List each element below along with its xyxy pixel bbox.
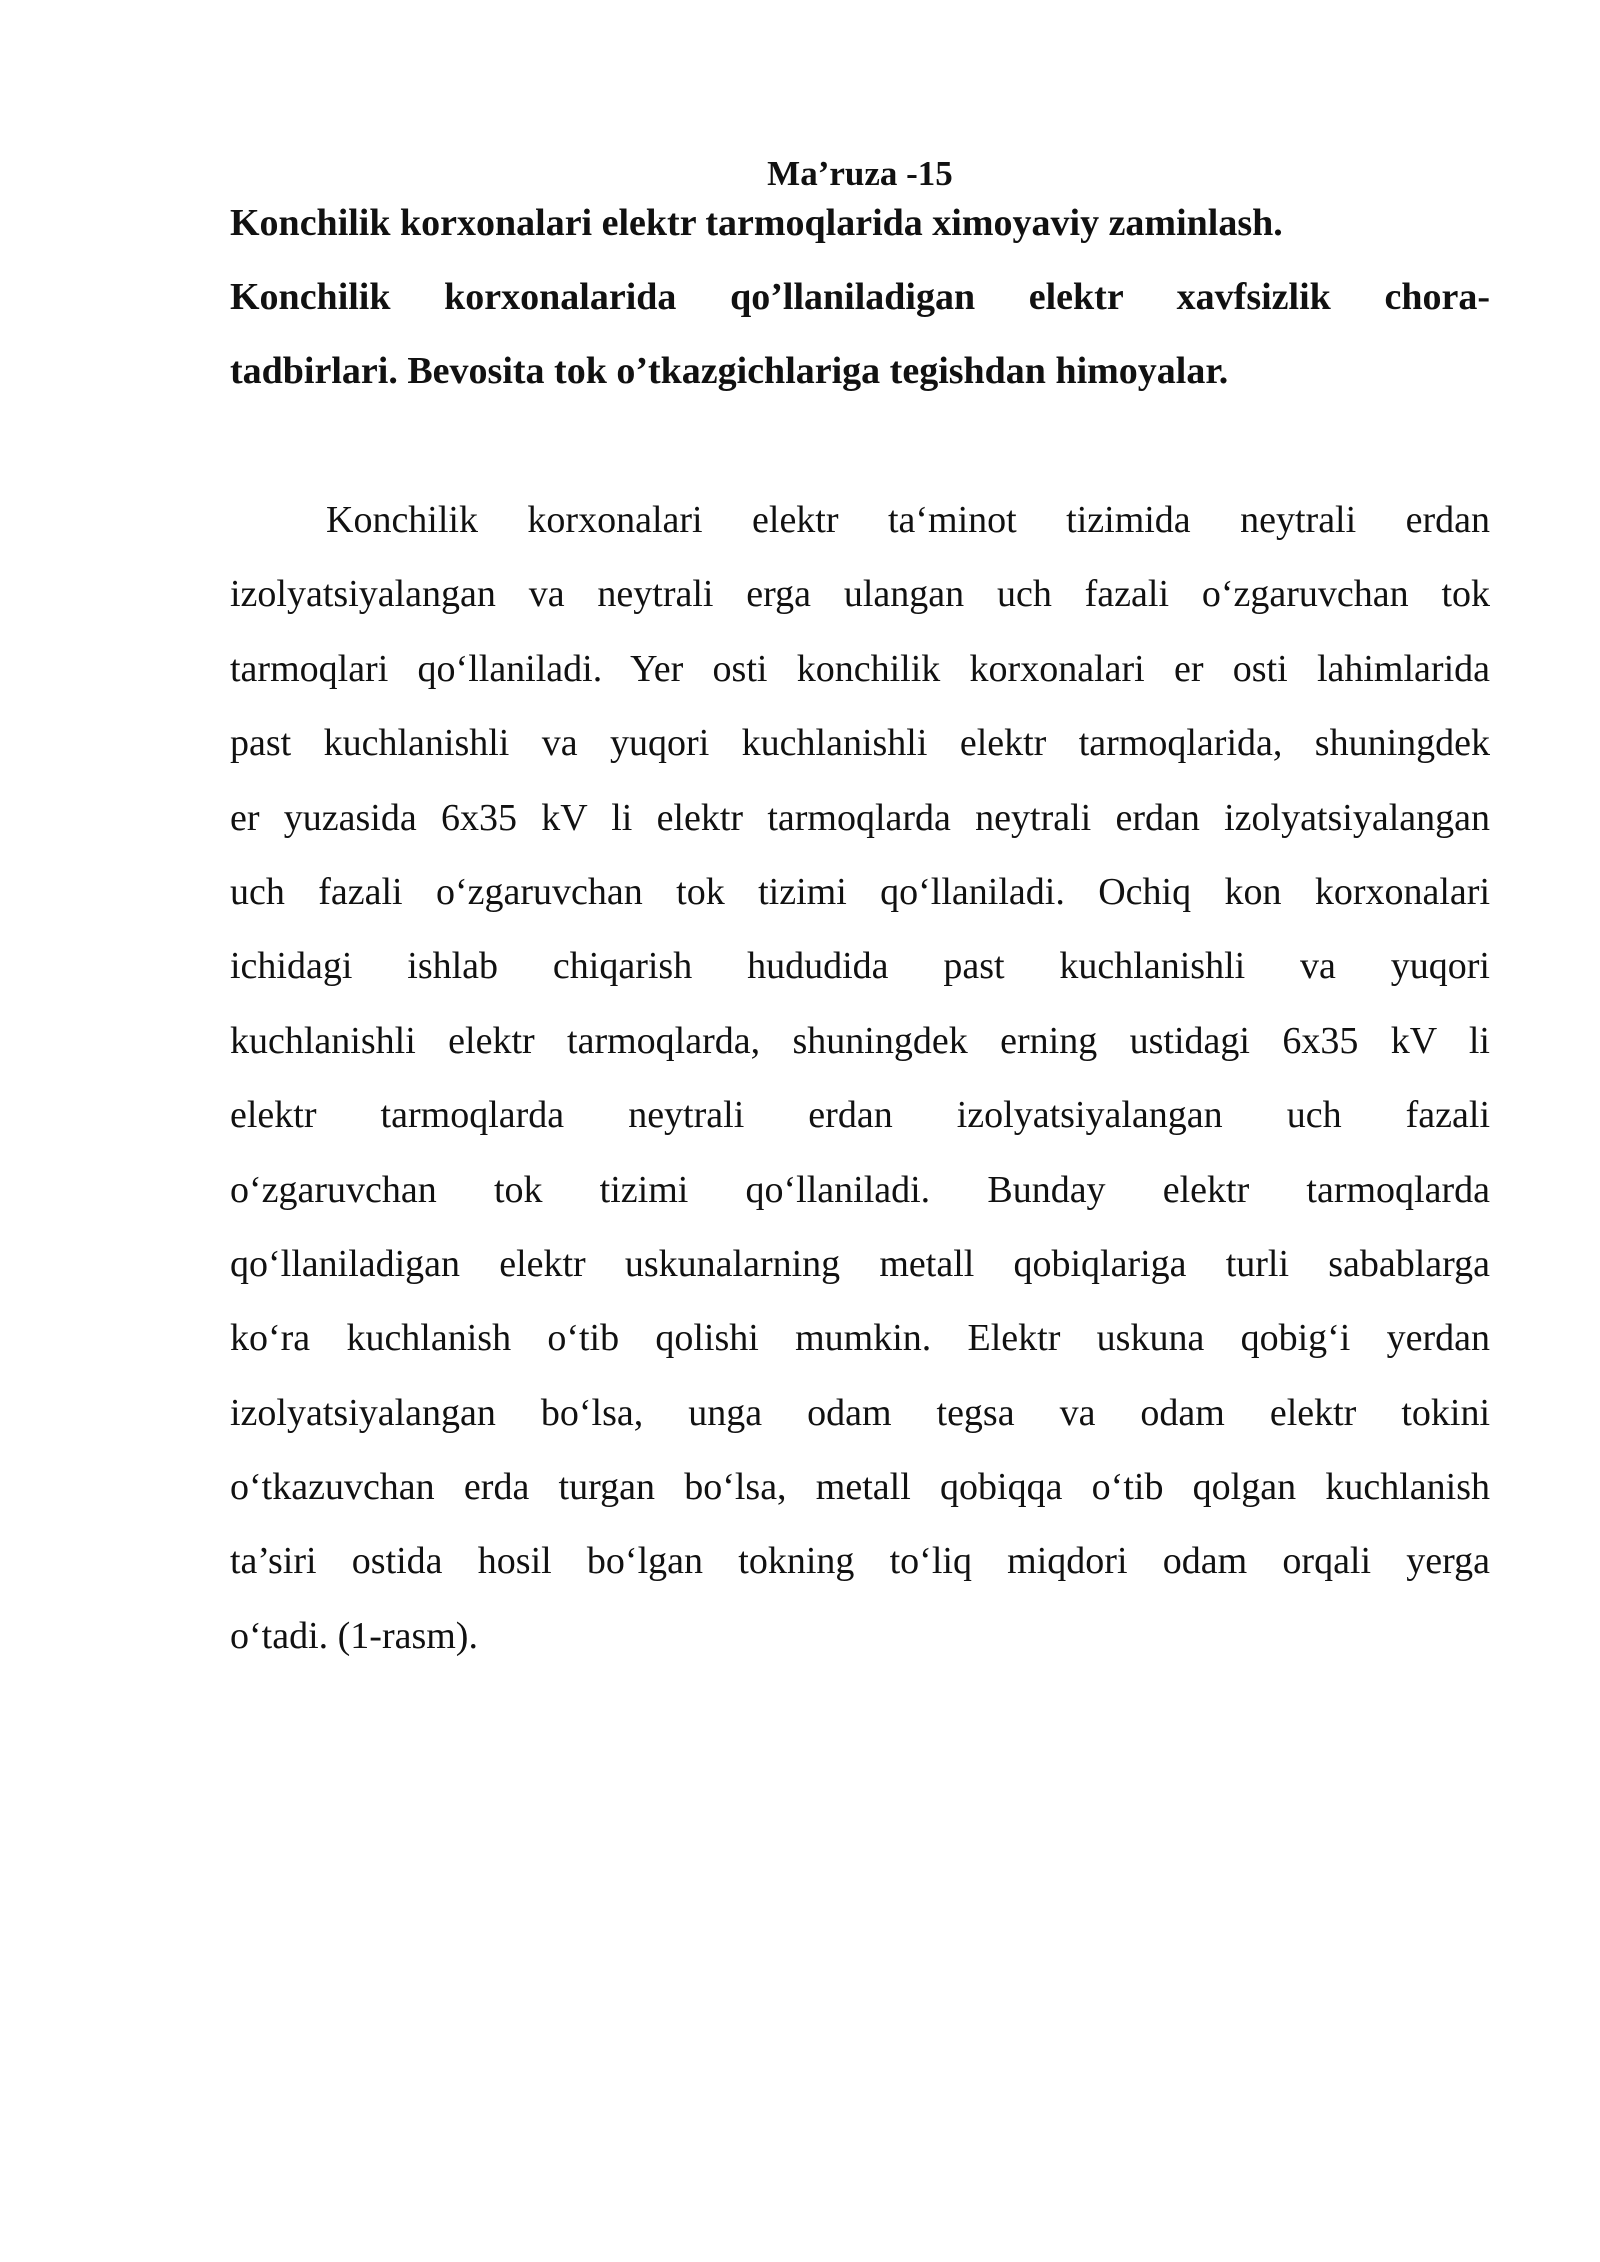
- title-line: Konchilik korxonalarida qo’llaniladigan elektr xavfsizlik chora-: [230, 276, 1490, 318]
- body-paragraph: [230, 490, 1490, 1680]
- title-line: Konchilik korxonalari elektr tarmoqlarida ximoyaviy zaminlash.: [230, 202, 1283, 244]
- paragraph-line: er yuzasida 6x35 kV li elektr tarmoqlarda neytrali erdan izolyatsiyalangan: [230, 796, 1490, 839]
- title-line: tadbirlari. Bevosita tok o’tkazgichlariga tegishdan himoyalar.: [230, 350, 1229, 392]
- paragraph-line: ta’siri ostida hosil bo‘lgan tokning to‘liq miqdori odam orqali yerga: [230, 1540, 1490, 1583]
- paragraph-line: o‘tkazuvchan erda turgan bo‘lsa, metall qobiqqa o‘tib qolgan kuchlanish: [230, 1466, 1490, 1509]
- paragraph-line: uch fazali o‘zgaruvchan tok tizimi qo‘llaniladi. Ochiq kon korxonalari: [230, 870, 1490, 913]
- paragraph-line: kuchlanishli elektr tarmoqlarda, shuningdek erning ustidagi 6x35 kV li: [230, 1019, 1490, 1062]
- paragraph-line: izolyatsiyalangan bo‘lsa, unga odam tegsa va odam elektr tokini: [230, 1391, 1490, 1434]
- paragraph-line: past kuchlanishli va yuqori kuchlanishli elektr tarmoqlarida, shuningdek: [230, 722, 1490, 765]
- paragraph-line: o‘zgaruvchan tok tizimi qo‘llaniladi. Bunday elektr tarmoqlarda: [230, 1168, 1490, 1211]
- paragraph-line: elektr tarmoqlarda neytrali erdan izolyatsiyalangan uch fazali: [230, 1094, 1490, 1137]
- paragraph-line: ko‘ra kuchlanish o‘tib qolishi mumkin. Elektr uskuna qobig‘i yerdan: [230, 1317, 1490, 1360]
- paragraph-line: Konchilik korxonalari elektr ta‘minot tizimida neytrali erdan: [326, 499, 1490, 541]
- lecture-number: Ma’ruza -15: [767, 154, 953, 193]
- paragraph-line: ichidagi ishlab chiqarish hududida past kuchlanishli va yuqori: [230, 945, 1490, 988]
- paragraph-line: izolyatsiyalangan va neytrali erga ulangan uch fazali o‘zgaruvchan tok: [230, 573, 1490, 616]
- paragraph-line: qo‘llaniladigan elektr uskunalarning metall qobiqlariga turli sabablarga: [230, 1242, 1490, 1285]
- lecture-title: [230, 195, 1490, 417]
- paragraph-line: o‘tadi. (1-rasm).: [230, 1614, 478, 1657]
- paragraph-line: tarmoqlari qo‘llaniladi. Yer osti konchilik korxonalari er osti lahimlarida: [230, 647, 1490, 690]
